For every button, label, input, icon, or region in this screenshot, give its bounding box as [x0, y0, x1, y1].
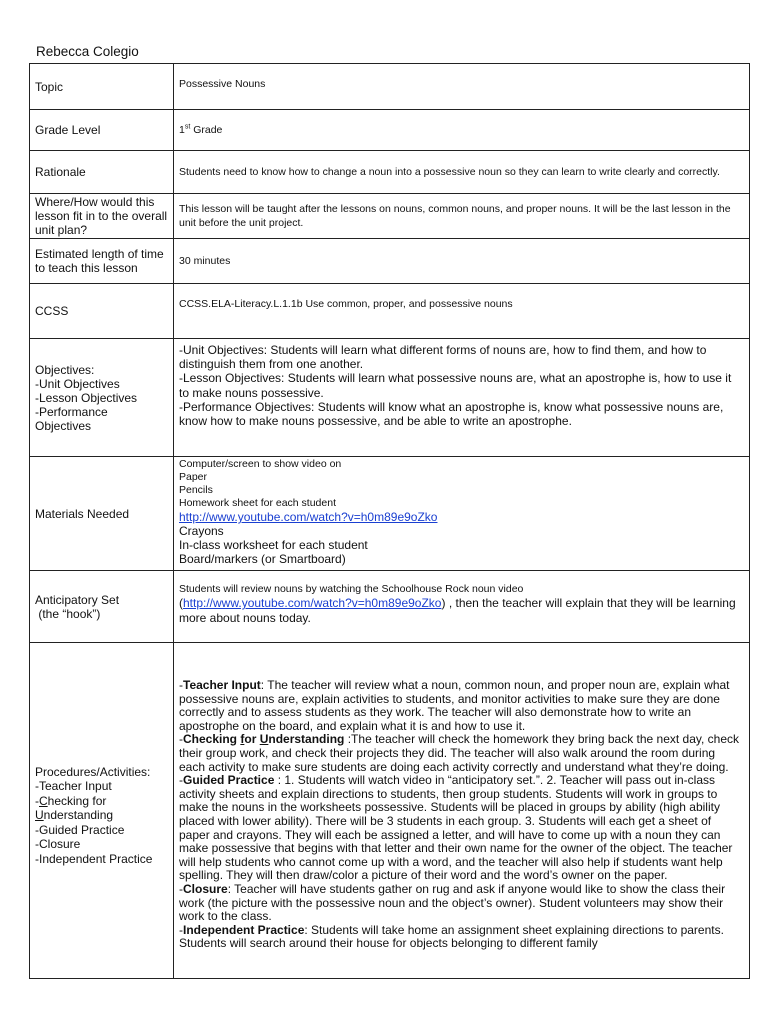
- objectives-label-line: Objectives: [35, 418, 92, 433]
- guided-practice-text: : 1. Students will watch video in “anticipatory set.”. 2. Teacher will pass out in-class activity sheets and explain directions to students, then group students. Students will work in groups to make the nouns in the worksheets possessive. Students will be placed in groups by ability (high ability placed with lower ability). There will be 3 students in each group. 3. Students will each get a sheet of paper and crayons. They will each be assigned a letter, and will have to come up with a noun they can make possessive that begins with that letter and their own name for the owner of the object. The teacher will help students who cannot come up with a word, and the teacher will also help if students want help spelling. They will then draw/color a picture of their word and the word’s owner on the paper.: [179, 773, 733, 883]
- anticipatory-label: [30, 571, 174, 643]
- cfu-heading-part: or: [244, 732, 260, 747]
- material-item: Pencils: [179, 484, 213, 496]
- procedures-label-line: -Guided Practice: [35, 822, 125, 837]
- unit-objective-text: -Unit Objectives: Students will learn what different forms of nouns are, how to find them, and how to distinguish them from one another.: [179, 343, 707, 372]
- procedures-value: [174, 643, 750, 979]
- guided-practice-paragraph: [179, 774, 744, 883]
- independent-practice-text: : Students will take home an assignment sheet explaining directions to parents. Students will search around their house for objects belonging to different family: [179, 922, 724, 951]
- grade-word: Grade: [190, 124, 223, 136]
- row-length: [30, 239, 750, 284]
- rationale-value: Students need to know how to change a noun into a possessive noun so they can learn to write clearly and correctly.: [174, 151, 750, 194]
- dash: -: [179, 678, 183, 693]
- cfu-text: :The teacher will check the homework they bring back the next day, check their group work, and check their projects they did. The teacher will also walk around the room during each activity to make sure students are doing each activity correctly and understand what they’re doing.: [179, 732, 740, 774]
- row-procedures: [30, 643, 750, 979]
- procedures-label-line: -Closure: [35, 837, 81, 852]
- material-item: Computer/screen to show video on: [179, 458, 342, 470]
- row-anticipatory: [30, 571, 750, 643]
- length-label: Estimated length of time to teach this lesson: [30, 239, 174, 284]
- anticipatory-label-line: Anticipatory Set: [35, 592, 120, 607]
- row-objectives: [30, 339, 750, 457]
- dash: -: [179, 881, 183, 896]
- closure-paragraph: [179, 883, 744, 924]
- anticipatory-label-line: (the “hook”): [35, 606, 101, 621]
- teacher-input-paragraph: [179, 679, 744, 733]
- ccss-label: CCSS: [30, 284, 174, 339]
- topic-value: Possessive Nouns: [174, 64, 750, 110]
- cfu-heading-part: U: [259, 732, 269, 747]
- teacher-input-heading: Teacher Input: [183, 678, 261, 693]
- row-ccss: [30, 284, 750, 339]
- ccss-value: CCSS.ELA-Literacy.L.1.1b Use common, proper, and possessive nouns: [174, 284, 750, 339]
- objectives-label-line: -Lesson Objectives: [35, 390, 138, 405]
- cfu-paragraph: [179, 733, 744, 774]
- anticipatory-value: [174, 571, 750, 643]
- objectives-label-line: -Unit Objectives: [35, 376, 120, 391]
- row-unit-fit: [30, 194, 750, 239]
- closure-heading: Closure: [183, 881, 228, 896]
- row-rationale: [30, 151, 750, 194]
- objectives-label-line: -Performance: [35, 404, 108, 419]
- topic-label: Topic: [30, 64, 174, 110]
- lesson-plan-table: [29, 63, 750, 979]
- objectives-value: [174, 339, 750, 457]
- material-item: Homework sheet for each student: [179, 497, 336, 509]
- anticipatory-after: ) , then the teacher will explain that they will be learning more about nouns today.: [179, 596, 736, 625]
- lesson-objective-text: -Lesson Objectives: Students will learn what possessive nouns are, what an apostrophe is, how to use it to make nouns possessive.: [179, 371, 732, 400]
- unit-fit-label: Where/How would this lesson fit in to the overall unit plan?: [30, 194, 174, 239]
- unit-fit-value: This lesson will be taught after the lessons on nouns, common nouns, and proper nouns. It will be the last lesson in the unit before the unit project.: [174, 194, 750, 239]
- guided-practice-heading: Guided Practice: [183, 773, 275, 788]
- materials-value: [174, 457, 750, 571]
- rationale-label: Rationale: [30, 151, 174, 194]
- paren-open: (: [179, 596, 183, 610]
- procedures-label-line: -Teacher Input: [35, 779, 112, 794]
- material-item: Board/markers (or Smartboard): [179, 552, 346, 566]
- anticipatory-intro: Students will review nouns by watching the Schoolhouse Rock noun video: [179, 583, 524, 595]
- procedures-label-line: Procedures/Activities:: [35, 764, 151, 779]
- dash: -: [179, 773, 183, 788]
- material-item: Crayons: [179, 524, 224, 538]
- cfu-heading-part: nderstanding: [268, 732, 345, 747]
- procedures-label: [30, 643, 174, 979]
- procedures-label-dash: -: [35, 793, 39, 808]
- procedures-label-rest: hecking for: [47, 793, 107, 808]
- author-name: Rebecca Colegio: [36, 44, 139, 59]
- performance-objective-text: -Performance Objectives: Students will know what an apostrophe is, know what possessive nouns are, know how to make nouns possessive, and be able to write an apostrophe.: [179, 399, 724, 429]
- procedures-label-c: C: [39, 793, 48, 808]
- procedures-label-line: [35, 808, 168, 823]
- anticipatory-video-link[interactable]: http://www.youtube.com/watch?v=h0m89e9oZko: [183, 596, 442, 610]
- independent-practice-heading: Independent Practice: [183, 922, 305, 937]
- grade-suffix: st: [184, 123, 191, 131]
- objectives-label-line: Objectives:: [35, 362, 95, 377]
- row-grade: [30, 110, 750, 151]
- procedures-label-line: -Independent Practice: [35, 851, 153, 866]
- video-link[interactable]: http://www.youtube.com/watch?v=h0m89e9oZko: [179, 510, 438, 524]
- cfu-heading: [183, 732, 344, 746]
- cfu-heading-part: Checking: [183, 732, 241, 747]
- length-value: 30 minutes: [174, 239, 750, 284]
- closure-text: : Teacher will have students gather on rug and ask if anyone would like to show the class their work (the picture with the possessive noun and the object’s owner). Student volunteers may show their work to the class.: [179, 881, 726, 924]
- row-materials: [30, 457, 750, 571]
- materials-label: Materials Needed: [30, 457, 174, 571]
- cfu-heading-part: f: [240, 732, 245, 747]
- grade-label: Grade Level: [30, 110, 174, 151]
- procedures-label-u: U: [35, 808, 44, 823]
- dash: -: [179, 922, 183, 937]
- material-item: In-class worksheet for each student: [179, 538, 368, 552]
- material-item: Paper: [179, 471, 208, 483]
- objectives-label: [30, 339, 174, 457]
- grade-value: [174, 110, 750, 151]
- grade-number: 1: [179, 124, 185, 136]
- teacher-input-text: : The teacher will review what a noun, common noun, and proper noun are, explain what possessive nouns are, explain activities to students, and monitor activities to make sure they are done correctly and to assess students as they work. The teacher will also demonstrate how to write an apostrophe on the board, and explain what it is and how to use it.: [179, 678, 730, 733]
- independent-practice-paragraph: [179, 924, 744, 951]
- row-topic: [30, 64, 750, 110]
- procedures-label-line: [35, 794, 168, 809]
- procedures-label-rest: nderstanding: [43, 808, 114, 823]
- dash: -: [179, 732, 183, 747]
